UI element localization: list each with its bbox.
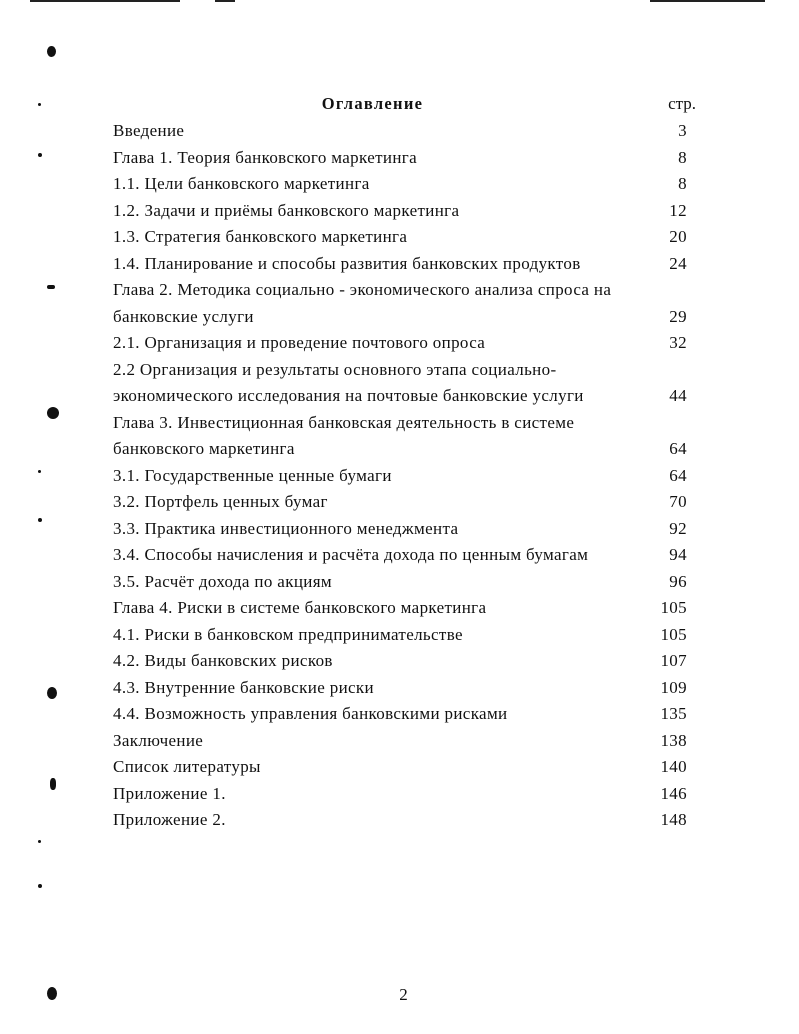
toc-entry-1-3[interactable] [113, 224, 693, 251]
toc-entry-page: 96 [669, 571, 687, 591]
toc-title: Оглавление [321, 94, 424, 113]
toc-entry-page: 32 [669, 333, 687, 352]
toc-entry-3-4[interactable] [113, 542, 693, 569]
toc-entry-text: 3.5. Расчёт дохода по акциям [113, 571, 332, 591]
toc-entry-4-4[interactable] [113, 701, 693, 728]
toc-entry-page: 44 [669, 386, 687, 405]
toc-entry-page: 24 [669, 253, 687, 273]
toc-entry-text: 1.2. Задачи и приёмы банковского маркетинга [113, 200, 460, 220]
toc-entry-page: 140 [660, 757, 687, 776]
binding-hole-mark [50, 778, 56, 790]
toc-entry-text: Глава 3. Инвестиционная банковская деятельность в системе банковского маркетинга [113, 412, 575, 458]
table-of-contents [113, 118, 693, 834]
toc-entry-3-3[interactable] [113, 516, 693, 543]
toc-entry-4-1[interactable] [113, 622, 693, 649]
toc-entry-text: Глава 2. Методика социально - экономического анализа спроса на банковские услуги [113, 280, 612, 326]
toc-entry-page: 109 [660, 677, 687, 697]
toc-entry-page: 64 [669, 439, 687, 458]
scan-edge-right [650, 0, 765, 2]
toc-entry-text: 2.1. Организация и проведение почтового опроса [113, 333, 486, 352]
toc-entry-text: 1.4. Планирование и способы развития банковских продуктов [113, 253, 581, 273]
scan-edge-left [30, 0, 180, 2]
scan-edge-mid [215, 0, 235, 2]
toc-entry-page: 20 [669, 227, 687, 246]
scan-speck [38, 884, 42, 888]
toc-entry-1-4[interactable] [113, 251, 693, 278]
toc-entry-chapter-4[interactable] [113, 595, 693, 622]
toc-entry-text: 3.2. Портфель ценных бумаг [113, 492, 328, 511]
toc-entry-text: 2.2 Организация и результаты основного этапа социально-экономического исследования на почтовые банковские услуги [113, 359, 584, 405]
page-number: 2 [399, 985, 408, 1004]
binding-hole-mark [47, 687, 57, 699]
binding-hole-mark [47, 407, 59, 419]
toc-entry-3-5[interactable] [113, 569, 693, 596]
toc-entry-2-2[interactable] [113, 357, 693, 410]
toc-entry-page: 105 [660, 598, 687, 617]
toc-entry-text: Глава 4. Риски в системе банковского маркетинга [113, 598, 487, 617]
toc-entry-appendix-2[interactable] [113, 807, 693, 834]
toc-entry-2-1[interactable] [113, 330, 693, 357]
toc-entry-text: Приложение 1. [113, 783, 226, 803]
toc-entry-chapter-1[interactable] [113, 145, 693, 172]
scan-speck [38, 518, 42, 522]
toc-entry-page: 94 [669, 545, 687, 564]
scan-speck [47, 285, 55, 289]
page-column-header: стр. [668, 94, 696, 113]
toc-entry-text: Приложение 2. [113, 810, 226, 829]
toc-entry-page: 146 [660, 783, 687, 803]
toc-entry-text: 1.1. Цели банковского маркетинга [113, 174, 370, 193]
scan-speck [38, 840, 41, 843]
toc-entry-4-2[interactable] [113, 648, 693, 675]
scan-speck [38, 470, 41, 473]
toc-entry-3-2[interactable] [113, 489, 693, 516]
toc-entry-chapter-2[interactable] [113, 277, 693, 330]
toc-entry-page: 92 [669, 518, 687, 538]
toc-entry-page: 135 [660, 704, 687, 723]
toc-entry-page: 148 [660, 810, 687, 829]
toc-entry-text: 4.3. Внутренние банковские риски [113, 677, 374, 697]
toc-entry-text: 4.2. Виды банковских рисков [113, 651, 333, 670]
toc-entry-text: Глава 1. Теория банковского маркетинга [113, 147, 417, 167]
toc-entry-page: 8 [678, 147, 687, 167]
toc-entry-page: 8 [678, 174, 687, 193]
toc-entry-text: Список литературы [113, 757, 261, 776]
toc-entry-text: Введение [113, 121, 185, 140]
toc-entry-1-1[interactable] [113, 171, 693, 198]
toc-entry-text: 3.1. Государственные ценные бумаги [113, 465, 392, 485]
toc-entry-text: 1.3. Стратегия банковского маркетинга [113, 227, 408, 246]
toc-entry-page: 64 [669, 465, 687, 485]
toc-entry-text: 4.4. Возможность управления банковскими рисками [113, 704, 508, 723]
toc-entry-chapter-3[interactable] [113, 410, 693, 463]
toc-entry-page: 12 [669, 200, 687, 220]
toc-entry-page: 29 [669, 306, 687, 326]
toc-entry-references[interactable] [113, 754, 693, 781]
binding-hole-mark [47, 46, 56, 57]
toc-entry-text: 3.4. Способы начисления и расчёта дохода по ценным бумагам [113, 545, 589, 564]
toc-entry-page: 70 [669, 492, 687, 511]
toc-entry-text: 3.3. Практика инвестиционного менеджмента [113, 518, 459, 538]
toc-entry-3-1[interactable] [113, 463, 693, 490]
toc-entry-text: 4.1. Риски в банковском предпринимательстве [113, 624, 463, 644]
toc-entry-text: Заключение [113, 730, 204, 750]
toc-entry-page: 107 [660, 651, 687, 670]
toc-entry-4-3[interactable] [113, 675, 693, 702]
scan-speck [38, 153, 42, 157]
toc-entry-page: 3 [678, 121, 687, 140]
toc-entry-appendix-1[interactable] [113, 781, 693, 808]
toc-entry-page: 138 [660, 730, 687, 750]
toc-entry-1-2[interactable] [113, 198, 693, 225]
toc-entry-introduction[interactable] [113, 118, 693, 145]
toc-entry-page: 105 [660, 624, 687, 644]
toc-entry-conclusion[interactable] [113, 728, 693, 755]
